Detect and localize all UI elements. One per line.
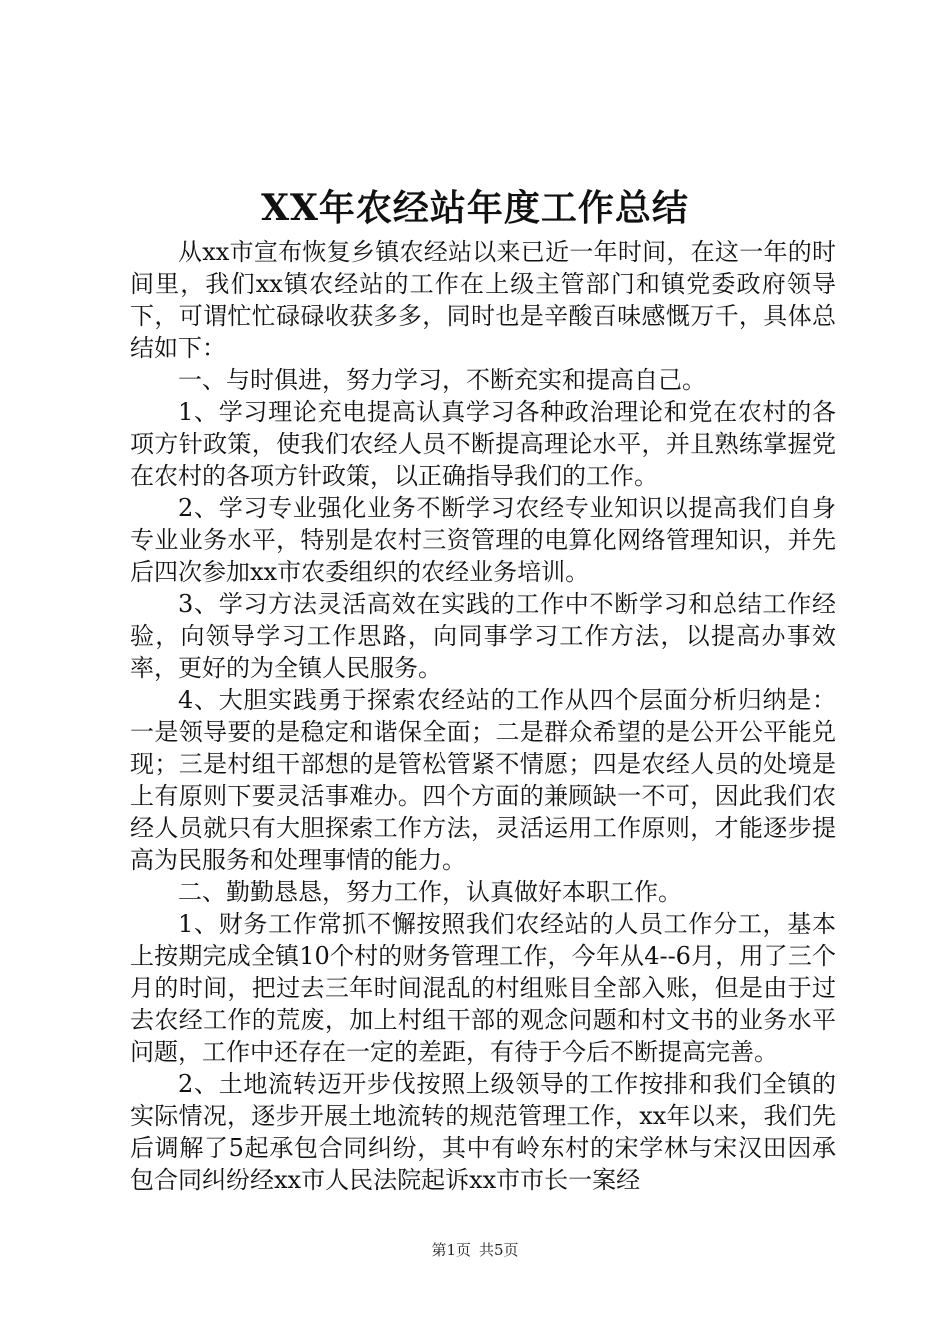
section-heading: 二、勤勤恳恳，努力工作，认真做好本职工作。 xyxy=(178,878,682,906)
page-total: 共5页 xyxy=(479,1241,519,1259)
document-title: XX年农经站年度工作总结 xyxy=(261,187,689,229)
page-footer xyxy=(0,1240,950,1260)
page-number: 第1页 xyxy=(431,1241,471,1259)
paragraph: 1、学习理论充电提高认真学习各种政治理论和党在农村的各项方针政策，使我们农经人员不断提高理论水平，并且熟练掌握党在农村的各项方针政策，以正确指导我们的工作。 xyxy=(130,398,836,490)
document-body xyxy=(130,236,836,1196)
paragraph: 4、大胆实践勇于探索农经站的工作从四个层面分析归纳是：一是领导要的是稳定和谐保全面；二是群众希望的是公开公平能兑现；三是村组干部想的是管松管紧不情愿；四是农经人员的处境是上有原则下要灵活事难办。四个方面的兼顾缺一不可，因此我们农经人员就只有大胆探索工作方法，灵活运用工作原则，才能逐步提高为民服务和处理事情的能力。 xyxy=(130,686,836,874)
section-heading: 一、与时俱进，努力学习，不断充实和提高自己。 xyxy=(178,366,706,394)
paragraph: 2、学习专业强化业务不断学习农经专业知识以提高我们自身专业业务水平，特别是农村三资管理的电算化网络管理知识，并先后四次参加xx市农委组织的农经业务培训。 xyxy=(130,494,836,586)
paragraph: 1、财务工作常抓不懈按照我们农经站的人员工作分工，基本上按期完成全镇10个村的财务管理工作，今年从4--6月，用了三个月的时间，把过去三年时间混乱的村组账目全部入账，但是由于过去农经工作的荒废，加上村组干部的观念问题和村文书的业务水平问题，工作中还存在一定的差距，有待于今后不断提高完善。 xyxy=(130,910,836,1066)
paragraph: 从xx市宣布恢复乡镇农经站以来已近一年时间，在这一年的时间里，我们xx镇农经站的工作在上级主管部门和镇党委政府领导下，可谓忙忙碌碌收获多多，同时也是辛酸百味感慨万千，具体总结如下： xyxy=(130,238,836,362)
paragraph: 3、学习方法灵活高效在实践的工作中不断学习和总结工作经验，向领导学习工作思路，向同事学习工作方法，以提高办事效率，更好的为全镇人民服务。 xyxy=(130,590,836,682)
paragraph: 2、土地流转迈开步伐按照上级领导的工作按排和我们全镇的实际情况，逐步开展土地流转的规范管理工作，xx年以来，我们先后调解了5起承包合同纠纷，其中有岭东村的宋学林与宋汉田因承包合同纠纷经xx市人民法院起诉xx市市长一案经 xyxy=(130,1070,836,1194)
